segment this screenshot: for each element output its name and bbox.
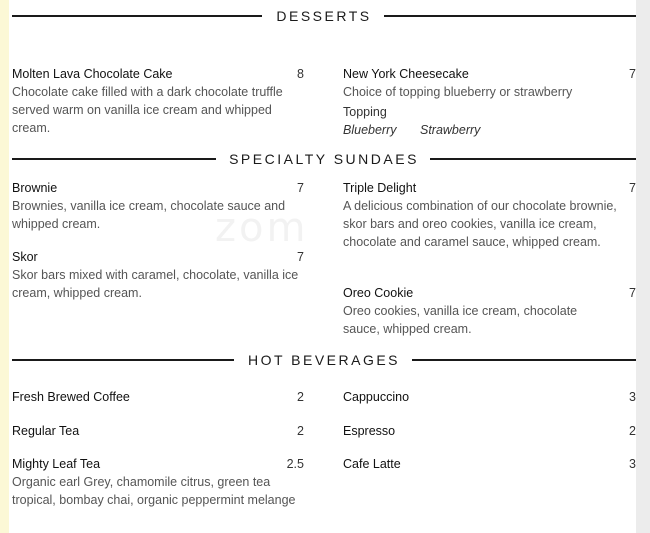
item-price: 7 (629, 181, 636, 195)
item-name: Espresso (343, 424, 396, 438)
item-price: 7 (297, 250, 304, 264)
item-price: 3 (629, 390, 636, 404)
section-header-desserts (12, 6, 636, 26)
item-price: 7 (629, 67, 636, 81)
item-price: 2 (297, 424, 304, 438)
menu-item (343, 284, 608, 338)
menu-item (12, 248, 307, 302)
item-description: Skor bars mixed with caramel, chocolate, vanilla ice cream, whipped cream. (12, 268, 299, 300)
menu-item (343, 422, 603, 440)
item-price: 2.5 (286, 457, 304, 471)
left-margin-strip (0, 0, 9, 533)
menu-item (12, 179, 292, 233)
item-name: Molten Lava Chocolate Cake (12, 67, 173, 81)
section-title-sundaes: SPECIALTY SUNDAES (229, 151, 419, 167)
section-title-beverages: HOT BEVERAGES (247, 352, 401, 368)
item-name: Triple Delight (343, 181, 417, 195)
item-description: Oreo cookies, vanilla ice cream, chocolate sauce, whipped cream. (343, 304, 578, 336)
menu-item (12, 388, 282, 406)
menu-item (343, 179, 633, 251)
watermark: zom (215, 205, 309, 251)
menu-item (12, 65, 292, 137)
item-price: 7 (629, 286, 636, 300)
item-description: Organic earl Grey, chamomile citrus, green tea tropical, bombay chai, organic peppermint melange (12, 475, 296, 507)
section-header-sundaes (12, 149, 636, 169)
menu-item (343, 65, 618, 139)
item-name: Cafe Latte (343, 457, 401, 471)
menu-item (12, 455, 302, 509)
item-description: Choice of topping blueberry or strawberry (343, 85, 573, 99)
item-price: 7 (297, 181, 304, 195)
menu-item (12, 422, 282, 440)
section-header-beverages (12, 350, 636, 370)
topping-option-blueberry: Blueberry (343, 123, 397, 137)
item-price: 2 (297, 390, 304, 404)
divider-line (430, 158, 636, 160)
item-description: Chocolate cake filled with a dark chocolate truffle served warm on vanilla ice cream and whipped cream. (12, 85, 283, 135)
item-price: 3 (629, 457, 636, 471)
topping-option-strawberry: Strawberry (419, 123, 481, 137)
item-name: Fresh Brewed Coffee (12, 390, 130, 404)
item-name: Oreo Cookie (343, 286, 414, 300)
divider-line (384, 15, 636, 17)
section-title-desserts: DESSERTS (276, 8, 372, 24)
item-price: 8 (297, 67, 304, 81)
topping-label: Topping (343, 105, 387, 119)
item-name: Brownie (12, 181, 58, 195)
item-price: 2 (629, 424, 636, 438)
item-name: Cappuccino (343, 390, 410, 404)
item-description: Brownies, vanilla ice cream, chocolate sauce and whipped cream. (12, 199, 286, 231)
divider-line (412, 359, 636, 361)
topping-options (343, 121, 618, 139)
item-name: Regular Tea (12, 424, 80, 438)
right-margin-strip (636, 0, 650, 533)
menu-item (343, 388, 603, 406)
item-name: Mighty Leaf Tea (12, 457, 101, 471)
item-name: Skor (12, 250, 38, 264)
item-description: A delicious combination of our chocolate brownie, skor bars and oreo cookies, vanilla ice cream, chocolate and caramel sauce, whipped cream. (343, 199, 617, 249)
menu-item (343, 455, 603, 473)
item-name: New York Cheesecake (343, 67, 469, 81)
